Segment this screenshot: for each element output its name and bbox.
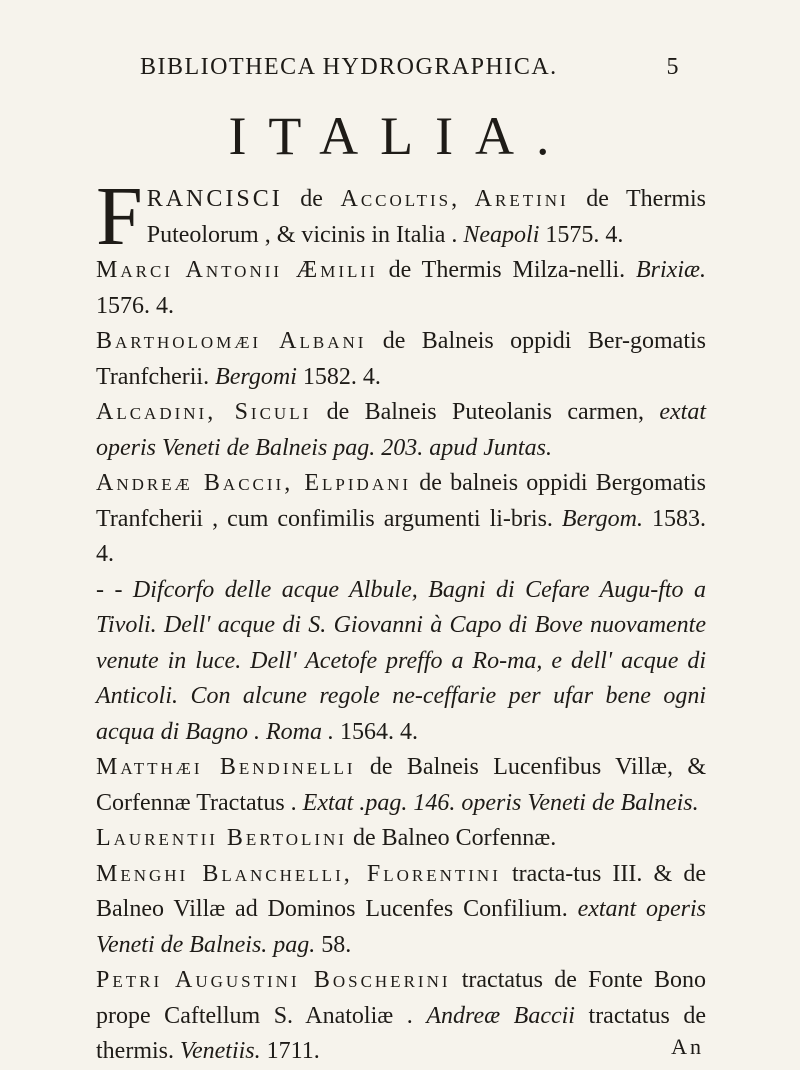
entry-text: de Balneis oppidi Ber-gomatis Tranfcherii. bbox=[96, 328, 706, 390]
entry-page: 58. bbox=[315, 931, 352, 958]
author-name: Accoltis bbox=[340, 186, 452, 212]
entry-bertolini bbox=[96, 821, 706, 857]
entry-text: de Balneis Puteolanis carmen, bbox=[311, 399, 660, 425]
author-name: Matthæi Bendinelli bbox=[96, 754, 356, 780]
entry-alcadini bbox=[96, 395, 706, 466]
catchword: An bbox=[671, 1034, 704, 1059]
entry-text: de Balneis Lucenfibus Villæ, & Corfennæ Tractatus . bbox=[96, 754, 706, 816]
entry-text: de Thermis Puteolorum , & vicinis in Italia . bbox=[146, 186, 707, 248]
publication-year: 1583. 4. bbox=[96, 505, 706, 567]
author-name: Menghi Blanchelli, Florentini bbox=[96, 860, 501, 887]
entry-note: extat operis Veneti de Balneis pag. 203. apud Juntas. bbox=[96, 399, 706, 461]
entry-blanchelli bbox=[96, 857, 706, 964]
entry-title: Difcorfo delle acque Albule, Bagni di Cefare Augu-fto a Tivoli. Dell' acque di S. Giovanni à Capo di Bove nuovamente venute in luce. Dell' Acetofe preffo a Ro-ma, e dell' acque di Anticoli. Con alcune regole ne-ceffarie per ufar bene ogni acqua di Bagno . Roma . bbox=[96, 576, 707, 745]
publication-year: 1711. bbox=[260, 1038, 320, 1064]
entry-text: de Balneo Corfennæ. bbox=[346, 825, 557, 851]
publication-year: 1575. 4. bbox=[539, 221, 624, 248]
entry-aemilii bbox=[96, 253, 706, 324]
entry-accoltis bbox=[96, 170, 707, 263]
entry-baccii bbox=[96, 466, 706, 573]
running-title: BIBLIOTHECA HYDROGRAPHICA. bbox=[140, 54, 558, 80]
entry-text: tractatus de thermis. bbox=[96, 1002, 707, 1064]
entry-text: tracta-tus III. & de Balneo Villæ ad Dominos Lucenfes Confilium. bbox=[96, 860, 706, 922]
author-name: Laurentii Bertolini bbox=[96, 825, 347, 851]
entry-text: de balneis oppidi Bergomatis Tranfcherii , cum confimilis argumenti li-bris. bbox=[96, 470, 706, 532]
entry-text: tractatus de Fonte Bono prope Caftellum S. Anatoliæ . bbox=[96, 967, 707, 1029]
entry-baccii-discorso bbox=[96, 573, 706, 751]
section-title: ITALIA. bbox=[228, 106, 572, 166]
publication-place: Neapoli bbox=[463, 221, 540, 248]
publication-year: 1564. 4. bbox=[333, 718, 418, 745]
entry-note: extant operis Veneti de Balneis. pag. bbox=[96, 896, 707, 958]
entry-prefix: - - bbox=[96, 576, 133, 603]
entry-note: Extat .pag. 146. operis Veneti de Balneis. bbox=[302, 789, 699, 816]
publication-year: 1576. 4. bbox=[96, 292, 174, 319]
entry-note: Andreæ Baccii bbox=[426, 1002, 575, 1029]
author-name: Andreæ Baccii, Elpidani bbox=[96, 470, 412, 496]
bibliography-entries bbox=[96, 170, 707, 1070]
author-name: RANCISCI bbox=[146, 186, 283, 212]
publication-year: 1582. 4. bbox=[296, 363, 381, 390]
publication-place: Bergomi bbox=[215, 363, 297, 390]
author-name: Marci Antonii Æmilii bbox=[96, 257, 378, 283]
entry-albani bbox=[96, 324, 706, 395]
entry-text: de bbox=[282, 186, 341, 212]
drop-cap: F bbox=[96, 170, 143, 263]
author-name: Aretini bbox=[474, 186, 569, 212]
author-name: Bartholomæi Albani bbox=[96, 328, 367, 354]
publication-place: Venetiis. bbox=[180, 1038, 261, 1064]
author-name: Petri Augustini Boscherini bbox=[96, 967, 451, 993]
entry-boscherini bbox=[96, 963, 706, 1070]
page-number: 5 bbox=[666, 54, 680, 80]
entry-bendinelli bbox=[96, 750, 706, 821]
entry-text: de Thermis Milza-nelli. bbox=[377, 257, 636, 283]
entry-text: , bbox=[451, 186, 475, 212]
publication-place: Bergom. bbox=[561, 505, 643, 532]
publication-place: Brixiæ. bbox=[636, 257, 706, 283]
author-name: Alcadini, Siculi bbox=[96, 399, 312, 425]
